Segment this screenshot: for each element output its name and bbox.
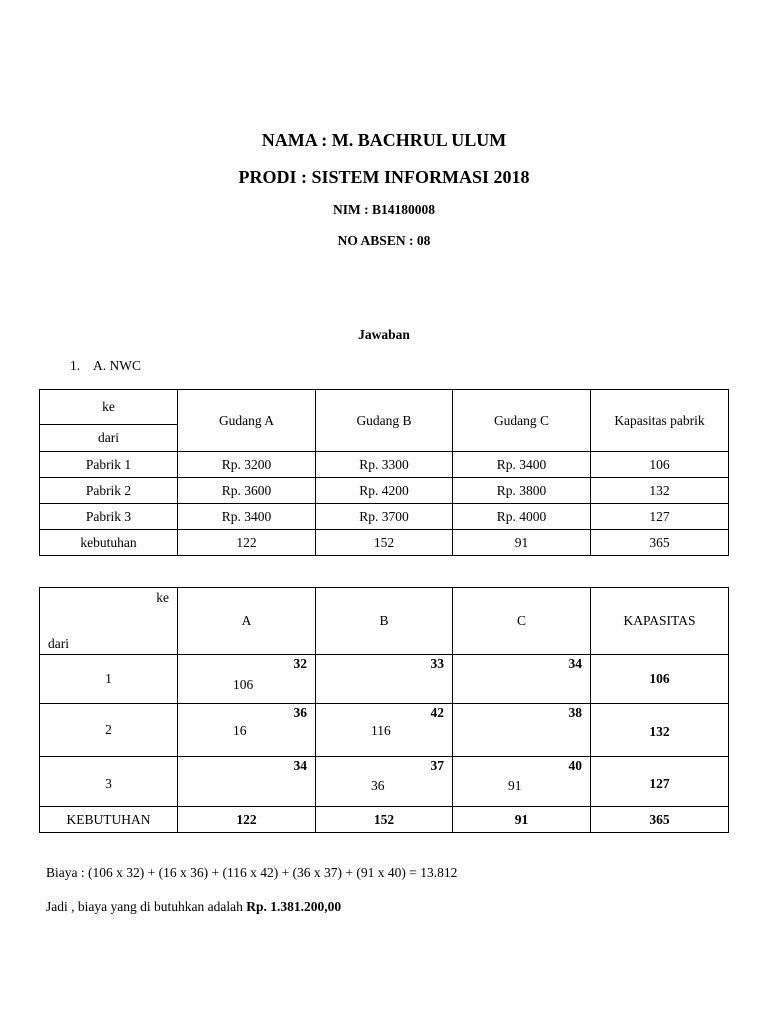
header-dari: dari (48, 636, 69, 651)
table-cell: Rp. 3300 (316, 452, 453, 478)
table-cell: Rp. 3400 (178, 504, 316, 530)
capacity-cell: 106 (591, 655, 729, 704)
allocation-value: 91 (508, 778, 522, 793)
table-cell: Rp. 3200 (178, 452, 316, 478)
allocation-cell (453, 655, 591, 704)
allocation-cell (316, 704, 453, 757)
column-header: Kapasitas pabrik (591, 390, 729, 452)
column-header: C (453, 588, 591, 655)
table-cell: 152 (316, 530, 453, 556)
table-row (40, 478, 729, 504)
name-heading: NAMA : M. BACHRUL ULUM (261, 130, 507, 150)
row-label: Pabrik 1 (40, 452, 178, 478)
allocation-value: 16 (233, 723, 247, 738)
cost-value: 33 (430, 656, 444, 671)
biaya-line: Biaya : (106 x 32) + (16 x 36) + (116 x 42) + (36 x 37) + (91 x 40) = 13.812 (46, 865, 458, 880)
table-row (40, 704, 729, 757)
table-row (40, 807, 729, 833)
column-header: KAPASITAS (591, 588, 729, 655)
table-row (40, 504, 729, 530)
prodi-heading: PRODI : SISTEM INFORMASI 2018 (238, 167, 530, 187)
table-cell: Rp. 3800 (453, 478, 591, 504)
demand-cell: 365 (591, 807, 729, 833)
header-ke: ke (156, 590, 169, 605)
row-label: 3 (40, 757, 178, 807)
header-dari: dari (40, 425, 178, 452)
question-number: 1. (70, 358, 81, 373)
section-title: Jawaban (358, 327, 410, 342)
row-label: 2 (40, 704, 178, 757)
cost-value: 40 (568, 758, 582, 773)
allocation-cell (453, 757, 591, 807)
allocation-cell (316, 757, 453, 807)
nim-heading: NIM : B14180008 (333, 202, 435, 217)
allocation-cell (178, 704, 316, 757)
capacity-cell: 132 (591, 704, 729, 757)
table-cell: Rp. 3600 (178, 478, 316, 504)
conclusion-prefix: Jadi , biaya yang di butuhkan adalah (46, 899, 247, 914)
table-cell: Rp. 3700 (316, 504, 453, 530)
capacity-cell: 127 (591, 757, 729, 807)
allocation-cell (178, 655, 316, 704)
table-cell: 91 (453, 530, 591, 556)
column-header: Gudang A (178, 390, 316, 452)
cost-value: 34 (293, 758, 307, 773)
allocation-cell (178, 757, 316, 807)
nwc-allocation-table (39, 587, 729, 833)
cost-value: 36 (293, 705, 307, 720)
column-header: Gudang B (316, 390, 453, 452)
table-row (40, 452, 729, 478)
demand-cell: 122 (178, 807, 316, 833)
allocation-value: 116 (371, 723, 391, 738)
cost-value: 38 (568, 705, 582, 720)
table-cell: 132 (591, 478, 729, 504)
row-label: 1 (40, 655, 178, 704)
table-cell: Rp. 4000 (453, 504, 591, 530)
row-label: kebutuhan (40, 530, 178, 556)
total-cost-amount: Rp. 1.381.200,00 (246, 899, 342, 914)
column-header: A (178, 588, 316, 655)
absen-heading: NO ABSEN : 08 (337, 233, 431, 248)
allocation-cell (316, 655, 453, 704)
cost-value: 34 (568, 656, 582, 671)
column-header: Gudang C (453, 390, 591, 452)
row-label: Pabrik 2 (40, 478, 178, 504)
row-label: Pabrik 3 (40, 504, 178, 530)
cost-value: 42 (430, 705, 444, 720)
column-header: B (316, 588, 453, 655)
row-label: KEBUTUHAN (40, 807, 178, 833)
allocation-value: 106 (233, 677, 254, 692)
header-ke: ke (40, 390, 178, 425)
table-row (40, 655, 729, 704)
table-cell: Rp. 4200 (316, 478, 453, 504)
cost-table (39, 389, 729, 556)
question-label: A. NWC (93, 358, 141, 373)
demand-cell: 91 (453, 807, 591, 833)
table-cell: 106 (591, 452, 729, 478)
cost-value: 37 (430, 758, 444, 773)
allocation-value: 36 (371, 778, 385, 793)
conclusion-line (46, 899, 341, 915)
allocation-cell (453, 704, 591, 757)
header-corner-cell (40, 588, 178, 655)
cost-value: 32 (293, 656, 307, 671)
table-row (40, 530, 729, 556)
table-cell: Rp. 3400 (453, 452, 591, 478)
table-cell: 122 (178, 530, 316, 556)
table-row (40, 757, 729, 807)
table-cell: 127 (591, 504, 729, 530)
demand-cell: 152 (316, 807, 453, 833)
table-cell: 365 (591, 530, 729, 556)
